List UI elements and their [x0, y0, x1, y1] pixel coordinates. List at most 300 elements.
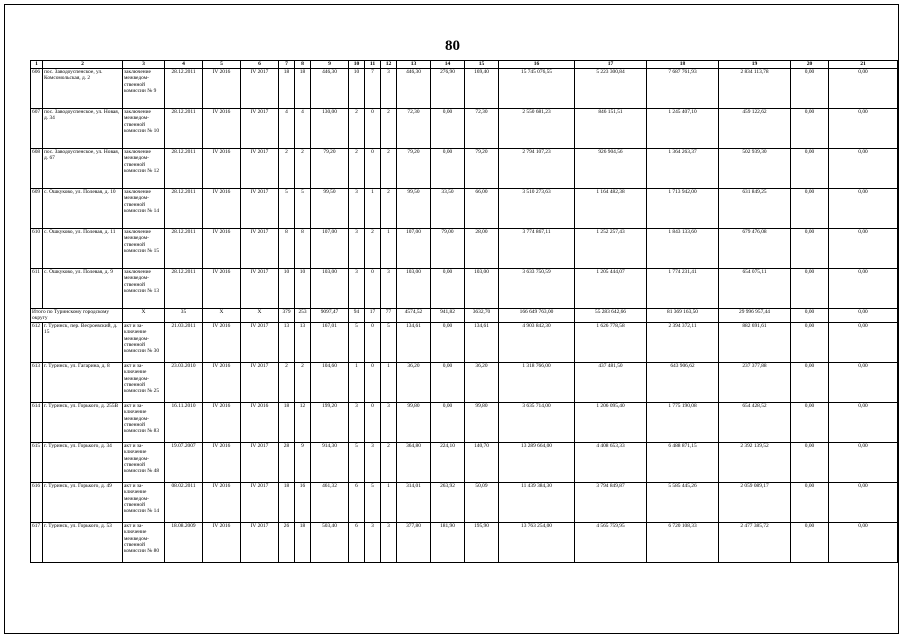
value-cell-c15: 72,30	[465, 109, 499, 149]
total-cell-c16: 166 649 763,00	[499, 309, 575, 323]
row-number: 610	[31, 229, 43, 269]
value-cell-c14: 79,00	[431, 229, 465, 269]
quarter-start-cell: IV 2016	[203, 483, 241, 523]
value-cell-c16: 3 510 273,63	[499, 189, 575, 229]
value-cell-c18: 6 720 108,33	[647, 523, 719, 563]
value-cell-c15: 103,00	[465, 269, 499, 309]
total-label: Итого по Туринскому городскому округу	[31, 309, 123, 323]
value-cell-c10: 10	[349, 69, 365, 109]
value-cell-c8: 18	[295, 69, 311, 109]
quarter-start-cell: IV 2016	[203, 269, 241, 309]
value-cell-c16: 3 633 750,59	[499, 269, 575, 309]
value-cell-c21: 0,00	[829, 323, 898, 363]
date-cell: 16.11.2010	[165, 403, 203, 443]
quarter-end-cell: IV 2017	[241, 443, 279, 483]
quarter-end-cell: IV 2017	[241, 149, 279, 189]
value-cell-c20: 0,00	[791, 149, 829, 189]
value-cell-c20: 0,00	[791, 523, 829, 563]
quarter-start-cell: IV 2016	[203, 323, 241, 363]
value-cell-c20: 0,00	[791, 443, 829, 483]
value-cell-c17: 4 408 653,33	[575, 443, 647, 483]
value-cell-c21: 0,00	[829, 109, 898, 149]
value-cell-c11: 0	[365, 323, 381, 363]
document-cell: акт и за-ключение межведом-ственной комиссии № 14	[123, 483, 165, 523]
value-cell-c12: 1	[381, 363, 397, 403]
row-number: 617	[31, 523, 43, 563]
value-cell-c15: 134,61	[465, 323, 499, 363]
document-cell: акт и за-ключение межведом-ственной комиссии № 30	[123, 323, 165, 363]
total-cell-c21: 0,00	[829, 309, 898, 323]
header-cell: 8	[295, 61, 311, 69]
value-cell-c19: 654 075,11	[719, 269, 791, 309]
quarter-end-cell: IV 2017	[241, 523, 279, 563]
date-cell: 19.07.2007	[165, 443, 203, 483]
value-cell-c14: 276,90	[431, 69, 465, 109]
value-cell-c7: 28	[279, 443, 295, 483]
total-cell-c15: 3632,70	[465, 309, 499, 323]
value-cell-c13: 314,01	[397, 483, 431, 523]
row-number: 608	[31, 149, 43, 189]
quarter-end-cell: IV 2017	[241, 323, 279, 363]
value-cell-c10: 5	[349, 443, 365, 483]
table-row	[31, 109, 898, 149]
document-cell: заключение межведом-ственной комиссии № 14	[123, 189, 165, 229]
value-cell-c21: 0,00	[829, 443, 898, 483]
value-cell-c9: 130,00	[311, 109, 349, 149]
row-number: 616	[31, 483, 43, 523]
quarter-start-cell: IV 2016	[203, 363, 241, 403]
header-cell: 19	[719, 61, 791, 69]
value-cell-c19: 2 059 089,17	[719, 483, 791, 523]
value-cell-c15: 99,80	[465, 403, 499, 443]
value-cell-c8: 12	[295, 403, 311, 443]
value-cell-c14: 224,10	[431, 443, 465, 483]
header-row	[31, 61, 898, 69]
value-cell-c9: 103,00	[311, 269, 349, 309]
housing-table	[30, 60, 898, 563]
address-cell: с. Ошкуково, ул. Полевая, д. 9	[43, 269, 123, 309]
header-cell: 11	[365, 61, 381, 69]
quarter-start-cell: IV 2016	[203, 69, 241, 109]
document-cell: заключение межведом-ственной комиссии № 15	[123, 229, 165, 269]
table-row	[31, 403, 898, 443]
value-cell-c8: 2	[295, 149, 311, 189]
value-cell-c13: 99,50	[397, 189, 431, 229]
value-cell-c10: 3	[349, 189, 365, 229]
document-cell: акт и за-ключение межведом-ственной комиссии № 25	[123, 363, 165, 403]
value-cell-c19: 237 377,88	[719, 363, 791, 403]
value-cell-c16: 2 550 681,23	[499, 109, 575, 149]
value-cell-c11: 0	[365, 363, 381, 403]
document-cell: заключение межведом-ственной комиссии № 9	[123, 69, 165, 109]
total-cell-c5: X	[203, 309, 241, 323]
value-cell-c7: 13	[279, 323, 295, 363]
value-cell-c16: 13 763 254,00	[499, 523, 575, 563]
value-cell-c20: 0,00	[791, 363, 829, 403]
value-cell-c21: 0,00	[829, 363, 898, 403]
value-cell-c17: 1 206 095,40	[575, 403, 647, 443]
value-cell-c20: 0,00	[791, 189, 829, 229]
header-cell: 4	[165, 61, 203, 69]
row-number: 609	[31, 189, 43, 229]
value-cell-c16: 1 318 766,00	[499, 363, 575, 403]
value-cell-c17: 1 626 778,58	[575, 323, 647, 363]
table-row	[31, 69, 898, 109]
value-cell-c18: 643 906,62	[647, 363, 719, 403]
value-cell-c13: 36,20	[397, 363, 431, 403]
value-cell-c15: 36,20	[465, 363, 499, 403]
header-cell: 5	[203, 61, 241, 69]
total-cell-c12: 77	[381, 309, 397, 323]
value-cell-c13: 103,00	[397, 269, 431, 309]
row-number: 615	[31, 443, 43, 483]
value-cell-c12: 3	[381, 523, 397, 563]
quarter-end-cell: IV 2017	[241, 109, 279, 149]
date-cell: 28.12.2011	[165, 149, 203, 189]
value-cell-c18: 1 364 263,37	[647, 149, 719, 189]
document-cell: акт и за-ключение межведом-ственной комиссии № 48	[123, 443, 165, 483]
value-cell-c9: 99,50	[311, 189, 349, 229]
value-cell-c7: 18	[279, 69, 295, 109]
table-row	[31, 229, 898, 269]
total-cell-c20: 0,00	[791, 309, 829, 323]
value-cell-c18: 6 488 871,15	[647, 443, 719, 483]
value-cell-c11: 3	[365, 523, 381, 563]
value-cell-c13: 377,80	[397, 523, 431, 563]
value-cell-c10: 1	[349, 363, 365, 403]
value-cell-c15: 140,70	[465, 443, 499, 483]
value-cell-c9: 461,32	[311, 483, 349, 523]
value-cell-c16: 4 903 842,30	[499, 323, 575, 363]
table-row	[31, 149, 898, 189]
value-cell-c7: 18	[279, 403, 295, 443]
value-cell-c10: 6	[349, 483, 365, 523]
value-cell-c10: 3	[349, 403, 365, 443]
value-cell-c8: 18	[295, 523, 311, 563]
total-cell-c6: X	[241, 309, 279, 323]
value-cell-c17: 1 205 444,07	[575, 269, 647, 309]
value-cell-c11: 1	[365, 189, 381, 229]
address-cell: г. Туринск, ул. Горького, д. 53	[43, 523, 123, 563]
value-cell-c13: 99,80	[397, 403, 431, 443]
value-cell-c16: 15 745 076,55	[499, 69, 575, 109]
value-cell-c12: 3	[381, 403, 397, 443]
header-cell: 16	[499, 61, 575, 69]
value-cell-c11: 0	[365, 403, 381, 443]
value-cell-c11: 0	[365, 149, 381, 189]
value-cell-c10: 3	[349, 269, 365, 309]
value-cell-c19: 882 691,61	[719, 323, 791, 363]
address-cell: пос. Заводоуспенское, ул. Комсомольская, д. 2	[43, 69, 123, 109]
value-cell-c21: 0,00	[829, 483, 898, 523]
value-cell-c12: 2	[381, 109, 397, 149]
date-cell: 28.12.2011	[165, 109, 203, 149]
value-cell-c18: 1 245 407,10	[647, 109, 719, 149]
total-row	[31, 309, 898, 323]
value-cell-c20: 0,00	[791, 269, 829, 309]
value-cell-c7: 5	[279, 189, 295, 229]
quarter-start-cell: IV 2016	[203, 403, 241, 443]
address-cell: г. Туринск, ул. Горького, д. 34	[43, 443, 123, 483]
value-cell-c21: 0,00	[829, 189, 898, 229]
date-cell: 08.02.2011	[165, 483, 203, 523]
document-cell: заключение межведом-ственной комиссии № 12	[123, 149, 165, 189]
header-cell: 2	[43, 61, 123, 69]
header-cell: 14	[431, 61, 465, 69]
quarter-end-cell: IV 2016	[241, 403, 279, 443]
value-cell-c14: 263,92	[431, 483, 465, 523]
value-cell-c16: 11 439 384,30	[499, 483, 575, 523]
date-cell: 21.03.2011	[165, 323, 203, 363]
quarter-end-cell: IV 2017	[241, 69, 279, 109]
quarter-start-cell: IV 2016	[203, 229, 241, 269]
value-cell-c9: 914,30	[311, 443, 349, 483]
value-cell-c7: 8	[279, 229, 295, 269]
header-cell: 9	[311, 61, 349, 69]
value-cell-c15: 169,40	[465, 69, 499, 109]
value-cell-c12: 5	[381, 323, 397, 363]
value-cell-c9: 199,20	[311, 403, 349, 443]
value-cell-c8: 13	[295, 323, 311, 363]
address-cell: пос. Заводоуспенское, ул. Новая, д. 34	[43, 109, 123, 149]
table-body	[31, 61, 898, 563]
value-cell-c17: 846 151,51	[575, 109, 647, 149]
quarter-end-cell: IV 2017	[241, 229, 279, 269]
quarter-start-cell: IV 2016	[203, 149, 241, 189]
header-cell: 1	[31, 61, 43, 69]
address-cell: г. Туринск, ул. Гагарина, д. 8	[43, 363, 123, 403]
value-cell-c10: 3	[349, 229, 365, 269]
value-cell-c15: 66,00	[465, 189, 499, 229]
date-cell: 28.12.2011	[165, 229, 203, 269]
value-cell-c8: 4	[295, 109, 311, 149]
row-number: 614	[31, 403, 43, 443]
header-cell: 7	[279, 61, 295, 69]
value-cell-c7: 2	[279, 363, 295, 403]
date-cell: 18.08.2009	[165, 523, 203, 563]
value-cell-c8: 10	[295, 269, 311, 309]
quarter-end-cell: IV 2017	[241, 189, 279, 229]
value-cell-c16: 2 794 107,23	[499, 149, 575, 189]
value-cell-c12: 2	[381, 149, 397, 189]
value-cell-c10: 2	[349, 149, 365, 189]
table-row	[31, 443, 898, 483]
value-cell-c18: 1 713 942,00	[647, 189, 719, 229]
quarter-end-cell: IV 2017	[241, 363, 279, 403]
header-cell: 17	[575, 61, 647, 69]
value-cell-c18: 1 774 231,41	[647, 269, 719, 309]
value-cell-c15: 195,90	[465, 523, 499, 563]
value-cell-c7: 26	[279, 523, 295, 563]
address-cell: г. Туринск, ул. Горького, д. 255В	[43, 403, 123, 443]
value-cell-c9: 167,01	[311, 323, 349, 363]
value-cell-c16: 13 289 664,00	[499, 443, 575, 483]
header-cell: 6	[241, 61, 279, 69]
value-cell-c14: 0,00	[431, 363, 465, 403]
value-cell-c21: 0,00	[829, 403, 898, 443]
date-cell: 28.12.2011	[165, 269, 203, 309]
header-cell: 10	[349, 61, 365, 69]
value-cell-c9: 79,20	[311, 149, 349, 189]
value-cell-c19: 654 428,52	[719, 403, 791, 443]
value-cell-c19: 459 122,62	[719, 109, 791, 149]
value-cell-c13: 446,30	[397, 69, 431, 109]
header-cell: 12	[381, 61, 397, 69]
date-cell: 28.12.2011	[165, 69, 203, 109]
quarter-end-cell: IV 2017	[241, 483, 279, 523]
header-cell: 21	[829, 61, 898, 69]
value-cell-c14: 0,00	[431, 149, 465, 189]
value-cell-c11: 2	[365, 229, 381, 269]
value-cell-c10: 2	[349, 109, 365, 149]
value-cell-c10: 5	[349, 323, 365, 363]
document-cell: заключение межведом-ственной комиссии № 13	[123, 269, 165, 309]
value-cell-c13: 364,80	[397, 443, 431, 483]
value-cell-c7: 10	[279, 269, 295, 309]
value-cell-c7: 18	[279, 483, 295, 523]
value-cell-c21: 0,00	[829, 229, 898, 269]
value-cell-c12: 2	[381, 189, 397, 229]
value-cell-c20: 0,00	[791, 69, 829, 109]
document-cell: акт и за-ключение межведом-ственной комиссии № 80	[123, 523, 165, 563]
header-cell: 18	[647, 61, 719, 69]
total-cell-c18: 81 369 163,50	[647, 309, 719, 323]
value-cell-c13: 107,00	[397, 229, 431, 269]
table-row	[31, 363, 898, 403]
value-cell-c15: 79,20	[465, 149, 499, 189]
value-cell-c7: 4	[279, 109, 295, 149]
quarter-start-cell: IV 2016	[203, 189, 241, 229]
row-number: 613	[31, 363, 43, 403]
table-row	[31, 189, 898, 229]
value-cell-c17: 5 223 300,84	[575, 69, 647, 109]
total-cell-c13: 4574,52	[397, 309, 431, 323]
total-cell-c10: 94	[349, 309, 365, 323]
value-cell-c14: 0,00	[431, 403, 465, 443]
value-cell-c19: 631 849,25	[719, 189, 791, 229]
value-cell-c12: 1	[381, 229, 397, 269]
address-cell: с. Ошкуково, ул. Полевая, д. 10	[43, 189, 123, 229]
value-cell-c19: 679 476,08	[719, 229, 791, 269]
value-cell-c20: 0,00	[791, 109, 829, 149]
value-cell-c21: 0,00	[829, 269, 898, 309]
value-cell-c13: 79,20	[397, 149, 431, 189]
value-cell-c15: 50,09	[465, 483, 499, 523]
value-cell-c7: 2	[279, 149, 295, 189]
value-cell-c20: 0,00	[791, 483, 829, 523]
row-number: 607	[31, 109, 43, 149]
total-cell-c3: X	[123, 309, 165, 323]
total-cell-c4: 35	[165, 309, 203, 323]
quarter-start-cell: IV 2016	[203, 523, 241, 563]
value-cell-c20: 0,00	[791, 323, 829, 363]
value-cell-c18: 2 394 372,11	[647, 323, 719, 363]
address-cell: с. Ошкуково, ул. Полевая, д. 11	[43, 229, 123, 269]
row-number: 611	[31, 269, 43, 309]
date-cell: 23.03.2010	[165, 363, 203, 403]
document-cell: заключение межведом-ственной комиссии № 10	[123, 109, 165, 149]
total-cell-c17: 55 283 642,66	[575, 309, 647, 323]
value-cell-c8: 2	[295, 363, 311, 403]
value-cell-c14: 0,00	[431, 269, 465, 309]
value-cell-c17: 1 164 482,38	[575, 189, 647, 229]
total-cell-c8: 253	[295, 309, 311, 323]
value-cell-c11: 5	[365, 483, 381, 523]
quarter-end-cell: IV 2017	[241, 269, 279, 309]
document-cell: акт и за-ключение межведом-ственной комиссии № 83	[123, 403, 165, 443]
table-row	[31, 483, 898, 523]
value-cell-c12: 3	[381, 69, 397, 109]
address-cell: г. Туринск, пер. Весроевский, д. 15	[43, 323, 123, 363]
value-cell-c20: 0,00	[791, 403, 829, 443]
header-cell: 13	[397, 61, 431, 69]
total-cell-c14: 941,82	[431, 309, 465, 323]
value-cell-c8: 8	[295, 229, 311, 269]
value-cell-c21: 0,00	[829, 69, 898, 109]
value-cell-c14: 0,00	[431, 323, 465, 363]
header-cell: 15	[465, 61, 499, 69]
value-cell-c19: 2 477 385,72	[719, 523, 791, 563]
value-cell-c17: 437 481,50	[575, 363, 647, 403]
value-cell-c14: 0,00	[431, 109, 465, 149]
value-cell-c11: 0	[365, 109, 381, 149]
address-cell: г. Туринск, ул. Горького, д. 49	[43, 483, 123, 523]
value-cell-c16: 3 774 867,11	[499, 229, 575, 269]
value-cell-c19: 2 392 139,52	[719, 443, 791, 483]
value-cell-c9: 104,60	[311, 363, 349, 403]
page-number: 80	[445, 38, 460, 54]
value-cell-c16: 3 635 714,00	[499, 403, 575, 443]
value-cell-c9: 446,30	[311, 69, 349, 109]
value-cell-c21: 0,00	[829, 523, 898, 563]
value-cell-c15: 28,00	[465, 229, 499, 269]
quarter-start-cell: IV 2016	[203, 443, 241, 483]
total-cell-c7: 379	[279, 309, 295, 323]
value-cell-c19: 502 939,30	[719, 149, 791, 189]
value-cell-c8: 16	[295, 483, 311, 523]
header-cell: 20	[791, 61, 829, 69]
address-cell: пос. Заводоуспенское, ул. Новая, д. 67	[43, 149, 123, 189]
value-cell-c21: 0,00	[829, 149, 898, 189]
value-cell-c17: 926 904,56	[575, 149, 647, 189]
value-cell-c13: 72,30	[397, 109, 431, 149]
value-cell-c18: 5 585 445,26	[647, 483, 719, 523]
header-cell: 3	[123, 61, 165, 69]
value-cell-c17: 1 252 257,43	[575, 229, 647, 269]
total-cell-c19: 29 996 957,44	[719, 309, 791, 323]
table-row	[31, 323, 898, 363]
row-number: 606	[31, 69, 43, 109]
total-cell-c9: 9097,47	[311, 309, 349, 323]
value-cell-c13: 134,61	[397, 323, 431, 363]
value-cell-c11: 3	[365, 443, 381, 483]
value-cell-c11: 0	[365, 269, 381, 309]
value-cell-c9: 107,00	[311, 229, 349, 269]
date-cell: 28.12.2011	[165, 189, 203, 229]
value-cell-c18: 7 687 761,93	[647, 69, 719, 109]
value-cell-c14: 181,90	[431, 523, 465, 563]
row-number: 612	[31, 323, 43, 363]
total-cell-c11: 17	[365, 309, 381, 323]
value-cell-c17: 3 794 849,87	[575, 483, 647, 523]
table-row	[31, 523, 898, 563]
value-cell-c20: 0,00	[791, 229, 829, 269]
value-cell-c11: 7	[365, 69, 381, 109]
value-cell-c17: 4 565 759,95	[575, 523, 647, 563]
value-cell-c12: 2	[381, 443, 397, 483]
value-cell-c18: 1 775 190,08	[647, 403, 719, 443]
value-cell-c8: 5	[295, 189, 311, 229]
